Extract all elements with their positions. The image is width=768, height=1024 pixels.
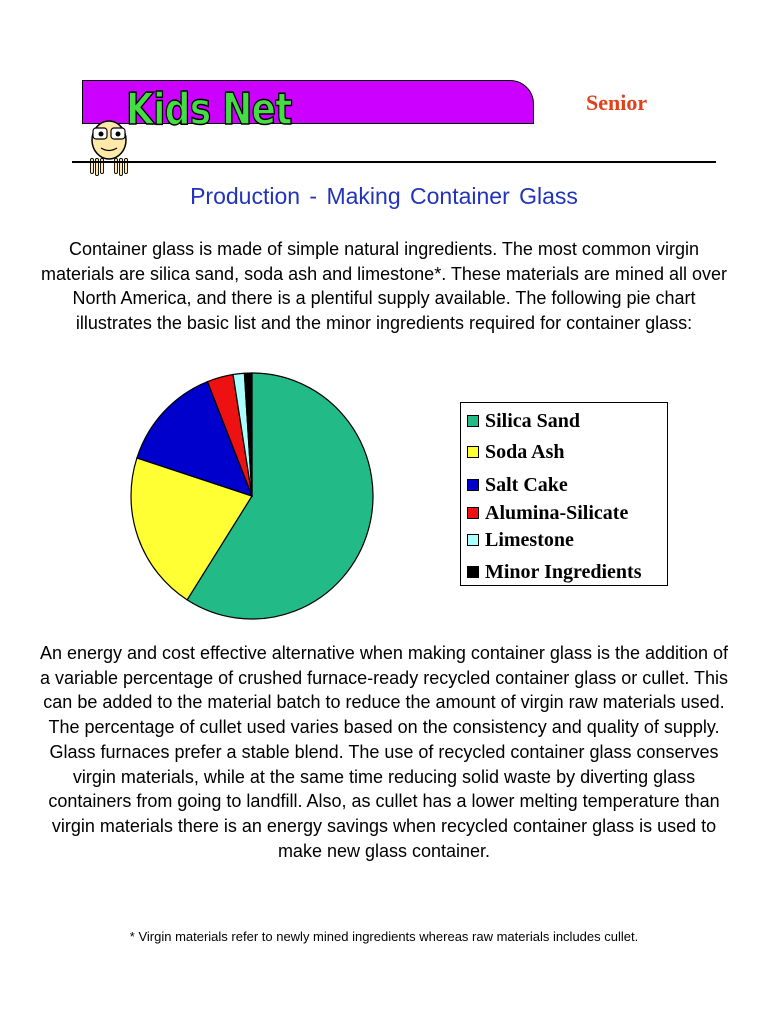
legend-swatch-soda-ash [467,446,479,458]
intro-paragraph: Container glass is made of simple natural ingredients. The most common virgin materials are silica sand, soda ash and limestone*. These materials are mined all over North America, and there is a plentiful supply available. The following pie chart illustrates the basic list and the minor ingredients required for container glass: [40,239,727,334]
legend-label-soda-ash: Soda Ash [485,440,565,463]
legend-item-limestone [467,528,574,552]
legend-label-salt-cake: Salt Cake [485,473,568,496]
chart-legend [460,402,668,586]
legend-swatch-salt-cake [467,479,479,491]
mascot-icon [84,118,134,180]
level-label: Senior [586,90,648,115]
legend-swatch-limestone [467,534,479,546]
legend-item-minor-ingredients [467,560,642,584]
footnote: * Virgin materials refer to newly mined ingredients whereas raw materials includes cullet. [129,929,639,944]
legend-label-alumina-silicate: Alumina-Silicate [485,501,629,524]
page-title: Production - Making Container Glass [190,183,578,209]
kids-net-logo: Kids Net [126,84,292,135]
legend-swatch-alumina-silicate [467,507,479,519]
legend-label-limestone: Limestone [485,528,574,551]
legend-item-alumina-silicate [467,501,628,525]
legend-label-minor-ingredients: Minor Ingredients [485,560,642,583]
header-rule [72,161,716,163]
legend-item-silica-sand [467,409,580,433]
legend-swatch-silica-sand [467,415,479,427]
ingredients-pie-chart [126,364,378,626]
legend-swatch-minor-ingredients [467,566,479,578]
legend-item-salt-cake [467,473,568,497]
legend-label-silica-sand: Silica Sand [485,409,581,432]
body-paragraph: An energy and cost effective alternative when making container glass is the addition of a variable percentage of crushed furnace-ready recycled container glass or cullet. This can be added to the material batch to reduce the amount of virgin raw materials used. The percentage of cullet used varies based on the consistency and quality of supply. Glass furnaces prefer a stable blend. The use of recycled container glass conserves virgin materials, while at the same time reducing solid waste by diverting glass containers from going to landfill. Also, as cullet has a lower melting temperature than virgin materials there is an energy savings when recycled container glass is used to make new glass container. [39,643,729,861]
legend-item-soda-ash [467,440,565,464]
